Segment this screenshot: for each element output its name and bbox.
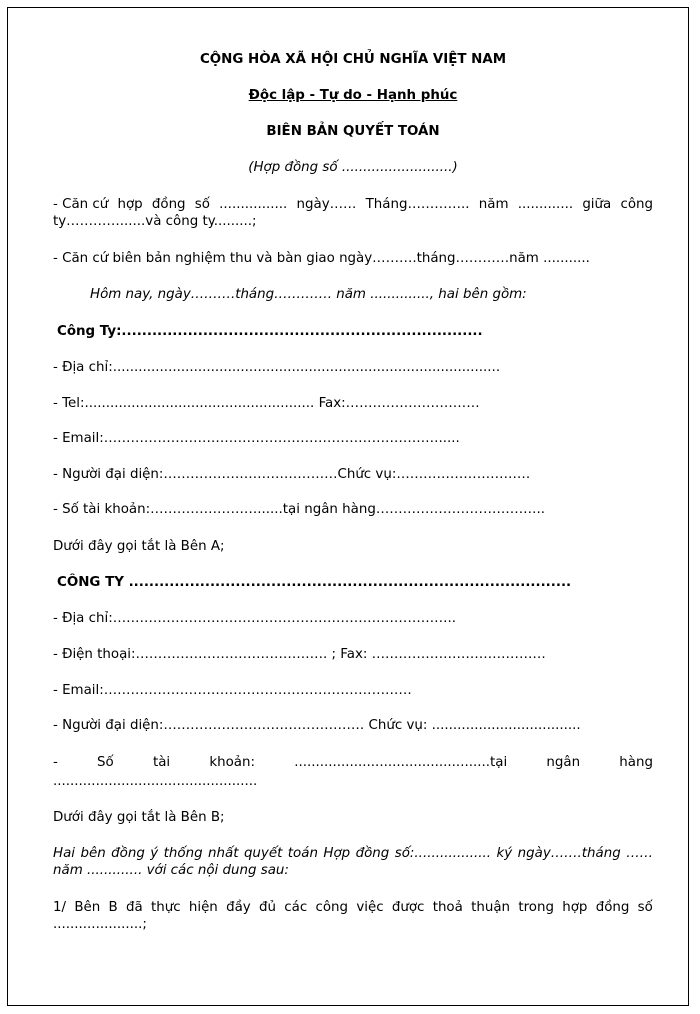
party-a-email: - Email:…………………………………………………………………..... (53, 431, 460, 446)
intro-line: Hôm nay, ngày……….tháng…………. năm .............., hai bên gồm: (90, 287, 527, 302)
party-a-address: - Địa chỉ:........................................................................................... (53, 360, 501, 375)
account-word: hàng (619, 755, 653, 770)
clause-word: việc (356, 900, 384, 915)
clause-word: hợp (562, 900, 588, 915)
account-word: - (53, 755, 58, 770)
nation-heading: CỘNG HÒA XÃ HỘI CHỦ NGHĨA VIỆT NAM (199, 52, 507, 67)
clause-word: đủ (259, 900, 276, 915)
party-b-alias: Dưới đây gọi tắt là Bên B; (53, 810, 225, 825)
account-word: Số (97, 755, 114, 770)
clause-word: thực (150, 900, 181, 915)
agreement-word: đồng (355, 846, 390, 861)
party-b-email: - Email:…………………………………………………………… (53, 683, 412, 698)
agreement-line-2: năm ............. với các nội dung sau: (53, 863, 289, 878)
clause-word: 1/ (53, 900, 67, 915)
basis-word: năm (478, 197, 509, 212)
party-a-representative: - Người đại diện:…………………………………Chức vụ:………………………… (53, 467, 531, 482)
document-title: BIÊN BẢN QUYẾT TOÁN (266, 124, 440, 139)
account-word: tài (152, 755, 171, 770)
clause-word: B (108, 900, 118, 915)
party-b-account (53, 755, 653, 772)
agreement-word: ý (150, 846, 159, 861)
clause-word: số (637, 900, 653, 915)
party-b-address: - Địa chỉ:………………………………………………………………….. (53, 611, 457, 626)
agreement-word: thống (163, 846, 203, 861)
contract-reference: (Hợp đồng số ..........................) (248, 160, 458, 175)
clause-word: công (315, 900, 349, 915)
basis-line-2: - Căn cứ biên bản nghiệm thu và bàn giao ngày……….tháng…………năm ........... (53, 251, 590, 266)
basis-word: ............. (517, 197, 574, 212)
basis-word: giữa (582, 197, 612, 212)
agreement-word: ngày…….tháng (517, 846, 621, 861)
clause-word: đầy (226, 900, 251, 915)
account-word: ..............................................tại (294, 755, 508, 770)
agreement-word: Hai (53, 846, 75, 861)
agreement-word: …… (626, 846, 653, 861)
clause-word: đã (125, 900, 143, 915)
party-a-alias: Dưới đây gọi tắt là Bên A; (53, 539, 225, 554)
clause-word: trong (518, 900, 554, 915)
agreement-word: đồng (111, 846, 145, 861)
party-b-account-cont: ................................................ (53, 774, 258, 789)
basis-word: đồng (151, 197, 186, 212)
basis-word: - Căn cứ (53, 197, 109, 212)
agreement-word: số:.................. (394, 846, 492, 861)
clause-word: Bên (74, 900, 101, 915)
clause-word: hiện (188, 900, 218, 915)
clause-1-line-1 (53, 900, 653, 917)
party-b-company: CÔNG TY ....................................................................................... (57, 575, 572, 590)
agreement-word: Hợp (323, 846, 351, 861)
clause-word: các (284, 900, 308, 915)
motto-text: Độc lập - Tự do - Hạnh phúc (248, 88, 458, 103)
agreement-word: toán (287, 846, 318, 861)
clause-word: thoả (432, 900, 463, 915)
motto (53, 88, 653, 105)
clause-word: thuận (471, 900, 511, 915)
agreement-word: bên (80, 846, 106, 861)
clause-1-line-2: .....................; (53, 917, 147, 932)
party-a-tel: - Tel:...................................................... Fax:………………………… (53, 396, 480, 411)
basis-word: hợp (117, 197, 143, 212)
basis-word: ngày…… (296, 197, 357, 212)
party-a-account: - Số tài khoản:……………………......tại ngân hàng……………………………….. (53, 502, 546, 517)
basis-word: công (620, 197, 653, 212)
basis-word: số (194, 197, 210, 212)
agreement-word: ký (496, 846, 513, 861)
account-word: ngân (546, 755, 581, 770)
party-b-phone: - Điện thoại:……………………………………. ; Fax: ………………………………… (53, 647, 546, 662)
party-a-company: Công Ty:....................................................................... (57, 324, 483, 339)
basis-word: ................ (219, 197, 288, 212)
party-b-representative: - Người đại diện:……………………………………… Chức vụ: ................................... (53, 718, 581, 733)
clause-word: đồng (595, 900, 630, 915)
basis-word: Tháng………….. (365, 197, 470, 212)
account-word: khoản: (209, 755, 255, 770)
basis-line-1-cont: ty…………......và công ty.........; (53, 214, 257, 229)
clause-word: được (391, 900, 425, 915)
agreement-line-1 (53, 846, 653, 863)
agreement-word: quyết (243, 846, 283, 861)
agreement-word: nhất (208, 846, 239, 861)
basis-line-1 (53, 197, 653, 214)
